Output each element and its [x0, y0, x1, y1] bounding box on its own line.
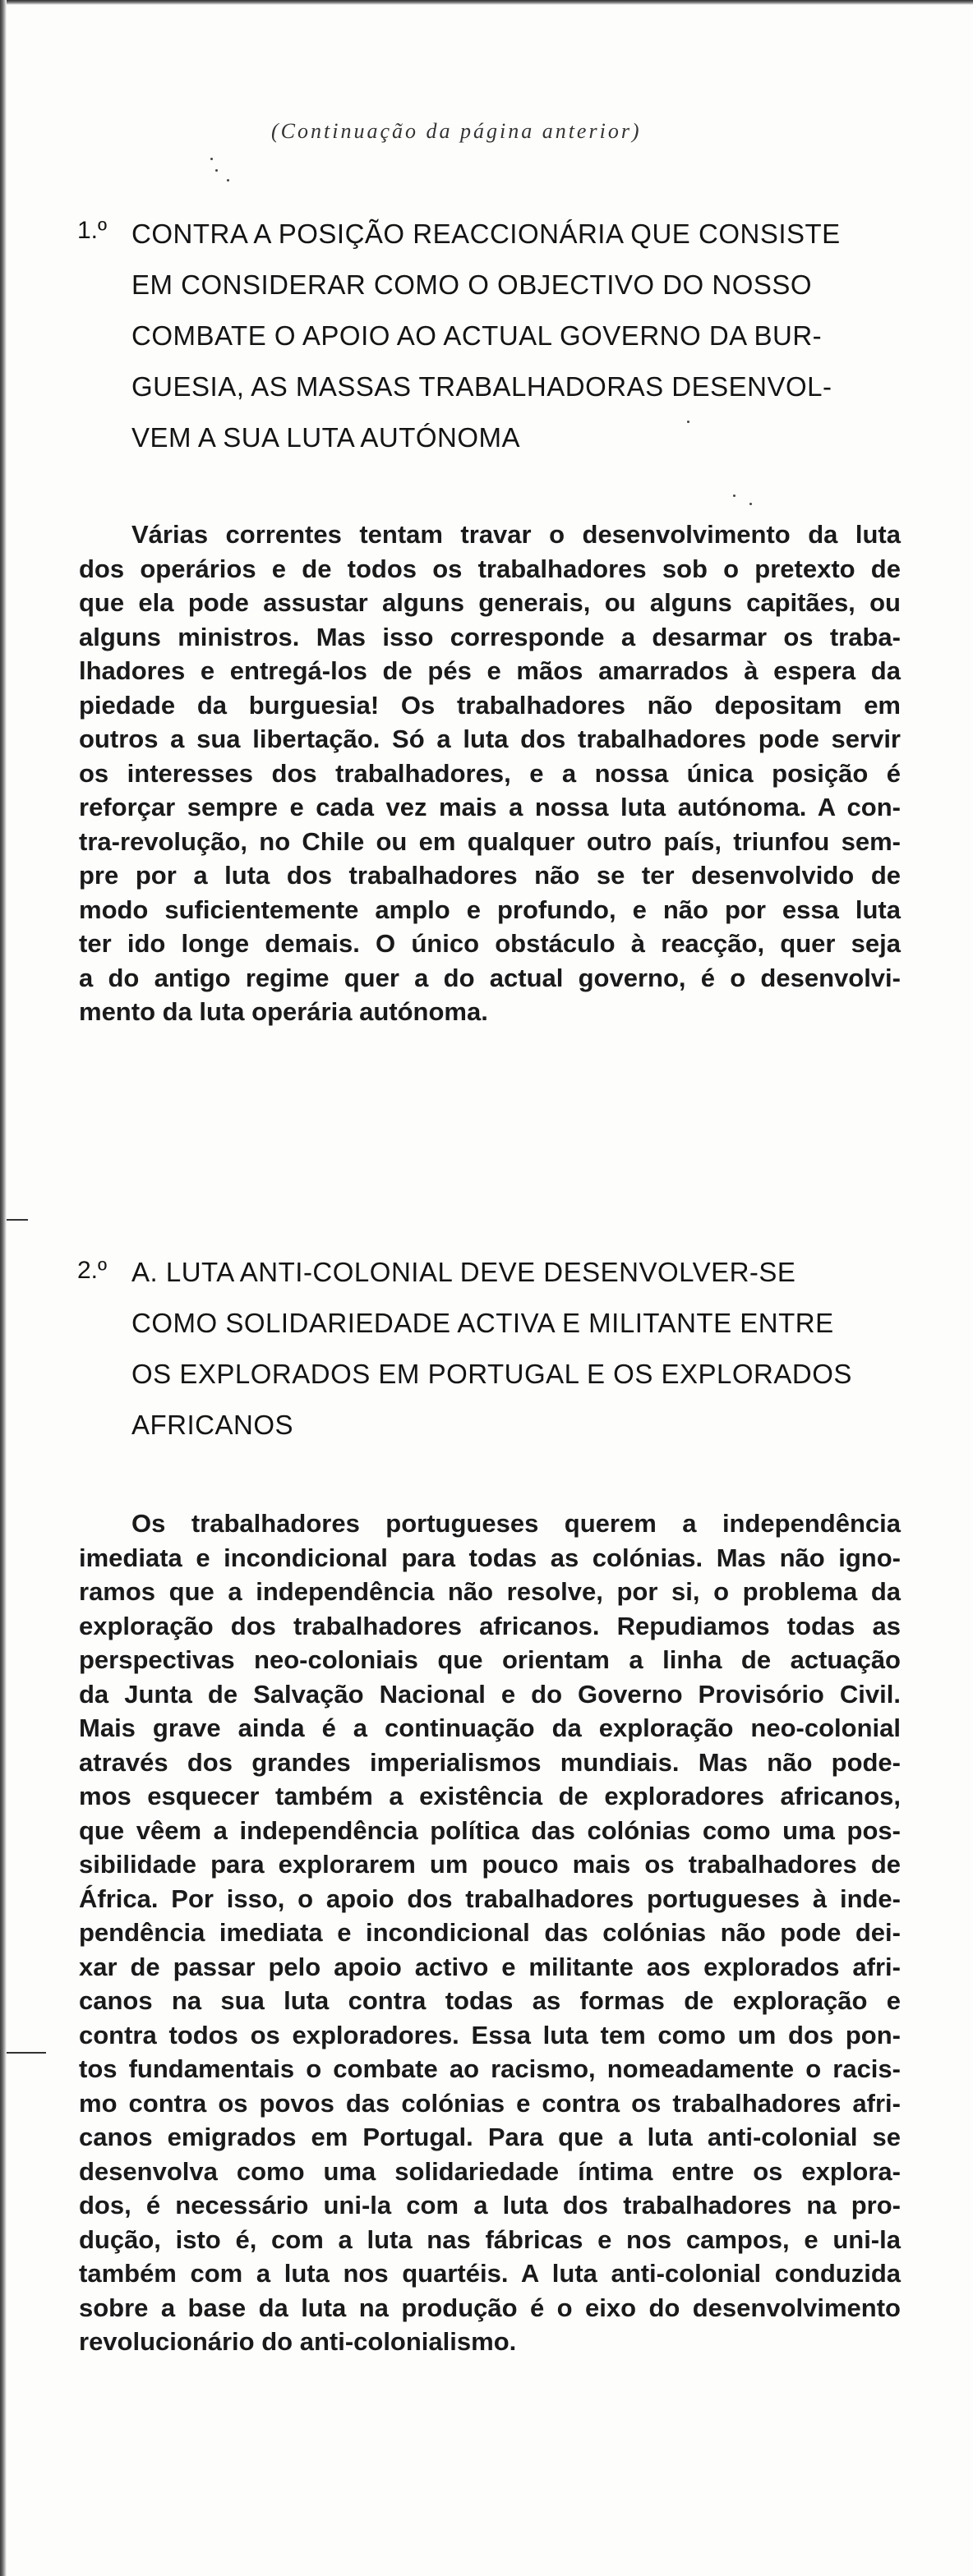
body-line: também com a luta nos quartéis. A luta anti-colonial conduzida — [79, 2259, 901, 2288]
body-line: imediata e incondicional para todas as colónias. Mas não igno- — [79, 1543, 901, 1572]
scan-speck — [210, 158, 213, 160]
body-line: pendência imediata e incondicional das colónias não pode dei- — [79, 1918, 901, 1947]
heading-line: OS EXPLORADOS EM PORTUGAL E OS EXPLORADOS — [131, 1359, 852, 1389]
heading-line: EM CONSIDERAR COMO O OBJECTIVO DO NOSSO — [131, 269, 813, 300]
body-line: que vêem a independência política das colónias como uma pos- — [79, 1815, 901, 1845]
scan-mark — [7, 1219, 28, 1221]
body-line: sobre a base da luta na produção é o eixo do desenvolvimento — [79, 2293, 901, 2322]
body-line: mento da luta operária autónoma. — [79, 997, 488, 1026]
body-line: pre por a luta dos trabalhadores não se ter desenvolvido de — [79, 861, 901, 890]
body-line: perspectivas neo-coloniais que orientam a linha de actuação — [79, 1645, 901, 1674]
body-line: modo suficientemente amplo e profundo, e não por essa luta — [79, 895, 901, 924]
body-line: dos operários e de todos os trabalhadores sob o pretexto de — [79, 554, 901, 583]
body-line: contra todos os exploradores. Essa luta tem como um dos pon- — [79, 2020, 901, 2049]
body-line: exploração dos trabalhadores africanos. Repudiamos todas as — [79, 1611, 901, 1640]
body-line: tos fundamentais o combate ao racismo, nomeadamente o racis- — [79, 2054, 901, 2083]
scan-speck — [215, 169, 218, 172]
body-line: que ela pode assustar alguns generais, ou alguns capitães, ou — [79, 588, 901, 617]
body-line: Várias correntes tentam travar o desenvolvimento da luta — [131, 520, 901, 549]
body-line: a do antigo regime quer a do actual governo, é o desenvolvi- — [79, 963, 901, 992]
heading-line: AFRICANOS — [131, 1410, 294, 1440]
body-line: canos na sua luta contra todas as formas de exploração e — [79, 1986, 901, 2015]
body-line: mos esquecer também a existência de exploradores africanos, — [79, 1782, 901, 1810]
body-line: reforçar sempre e cada vez mais a nossa luta autónoma. A con- — [79, 793, 901, 821]
section-2-number: 2.º — [77, 1257, 107, 1284]
section-2-heading — [131, 1247, 904, 1451]
body-line: alguns ministros. Mas isso corresponde a desarmar os traba- — [79, 622, 901, 651]
section-1-heading — [131, 209, 904, 463]
scan-mark — [7, 2052, 46, 2054]
heading-line: A. LUTA ANTI-COLONIAL DEVE DESENVOLVER-SE — [131, 1257, 796, 1287]
section-1-body — [79, 518, 901, 1029]
body-line: outros a sua libertação. Só a luta dos trabalhadores pode servir — [79, 724, 901, 753]
body-line: ramos que a independência não resolve, por si, o problema da — [79, 1577, 901, 1606]
body-line: Mais grave ainda é a continuação da exploração neo-colonial — [79, 1714, 901, 1742]
body-line: África. Por isso, o apoio dos trabalhadores portugueses à inde- — [79, 1884, 901, 1913]
scan-top-border — [0, 0, 973, 5]
body-line: canos emigrados em Portugal. Para que a luta anti-colonial se — [79, 2123, 901, 2151]
scan-speck — [749, 503, 752, 505]
continuation-note: (Continuação da página anterior) — [271, 119, 642, 143]
scan-left-border — [0, 0, 7, 2576]
body-line: sibilidade para explorarem um pouco mais os trabalhadores de — [79, 1850, 901, 1879]
body-line: piedade da burguesia! Os trabalhadores não depositam em — [79, 690, 901, 720]
body-line: revolucionário do anti-colonialismo. — [79, 2327, 517, 2356]
heading-line: CONTRA A POSIÇÃO REACCIONÁRIA QUE CONSISTE — [131, 218, 841, 249]
heading-line: COMBATE O APOIO AO ACTUAL GOVERNO DA BUR- — [131, 320, 823, 351]
body-line: os interesses dos trabalhadores, e a nossa única posição é — [79, 758, 901, 788]
heading-line: VEM A SUA LUTA AUTÓNOMA — [131, 422, 521, 453]
body-line: mo contra os povos das colónias e contra os trabalhadores afri- — [79, 2088, 901, 2118]
section-1-number: 1.º — [77, 217, 107, 244]
section-2-body — [79, 1506, 901, 2359]
body-line: da Junta de Salvação Nacional e do Governo Provisório Civil. — [79, 1679, 901, 1709]
heading-line: COMO SOLIDARIEDADE ACTIVA E MILITANTE ENTRE — [131, 1308, 834, 1338]
body-line: ter ido longe demais. O único obstáculo à reacção, quer seja — [79, 929, 901, 958]
scan-speck — [227, 179, 229, 182]
body-line: Os trabalhadores portugueses querem a independência — [131, 1509, 901, 1538]
body-line: dos, é necessário uni-la com a luta dos trabalhadores na pro- — [79, 2191, 901, 2220]
scan-speck — [733, 494, 736, 497]
body-line: dução, isto é, com a luta nas fábricas e nos campos, e uni-la — [79, 2224, 901, 2254]
body-line: desenvolva como uma solidariedade íntima entre os explora- — [79, 2156, 901, 2186]
body-line: através dos grandes imperialismos mundiais. Mas não pode- — [79, 1747, 901, 1777]
heading-line: GUESIA, AS MASSAS TRABALHADORAS DESENVOL- — [131, 371, 832, 402]
body-line: tra-revolução, no Chile ou em qualquer outro país, triunfou sem- — [79, 826, 901, 856]
body-line: lhadores e entregá-los de pés e mãos amarrados à espera da — [79, 656, 901, 685]
body-line: xar de passar pelo apoio activo e militante aos explorados afri- — [79, 1952, 901, 1981]
